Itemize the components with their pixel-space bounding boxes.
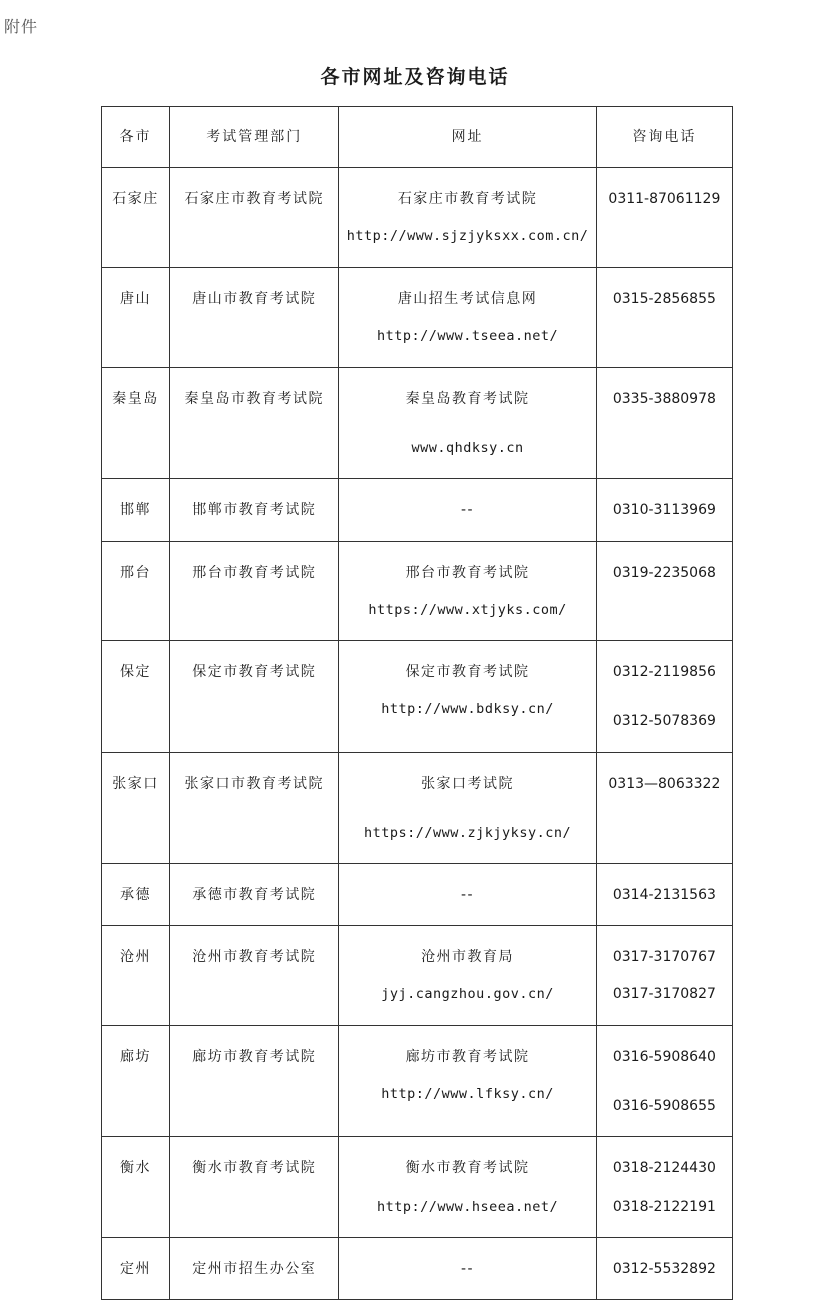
phone-number: 0335-3880978 — [612, 391, 716, 407]
department-name: 秦皇岛市教育考试院 — [184, 391, 324, 407]
site-name: 唐山招生考试信息网 — [397, 291, 538, 307]
department-name: 保定市教育考试院 — [192, 664, 317, 680]
phone-number: 0315-2856855 — [612, 291, 716, 307]
city-name: 邯郸 — [120, 502, 152, 518]
phone-number: 0313—8063322 — [608, 776, 721, 792]
table-row — [102, 268, 733, 368]
site-url-link[interactable]: https://www.zjkjyksy.cn/ — [364, 825, 572, 841]
phone-number: 0316-5908640 — [612, 1049, 716, 1065]
department-name: 邢台市教育考试院 — [192, 565, 317, 581]
table-row — [102, 926, 733, 1026]
department-name: 沧州市教育考试院 — [192, 949, 317, 965]
phone-number: 0314-2131563 — [612, 887, 716, 903]
site-url-link[interactable]: http://www.lfksy.cn/ — [381, 1086, 554, 1102]
table-row — [102, 168, 733, 268]
table-row — [102, 542, 733, 641]
contact-table — [101, 106, 733, 1300]
table-row — [102, 1238, 733, 1300]
city-name: 石家庄 — [112, 191, 159, 207]
table-row — [102, 864, 733, 926]
department-name: 唐山市教育考试院 — [192, 291, 317, 307]
site-url-link[interactable]: http://www.tseea.net/ — [376, 328, 559, 344]
city-name: 衡水 — [120, 1160, 152, 1176]
table-row — [102, 641, 733, 753]
department-name: 张家口市教育考试院 — [184, 776, 324, 792]
phone-number: 0319-2235068 — [612, 565, 716, 581]
phone-number: 0318-2122191 — [612, 1199, 716, 1215]
phone-number: 0312-5078369 — [612, 713, 716, 729]
site-name: -- — [461, 887, 475, 903]
site-name: -- — [461, 502, 475, 518]
site-name: -- — [461, 1261, 475, 1277]
department-name: 承德市教育考试院 — [192, 887, 317, 903]
site-url-link[interactable]: https://www.xtjyks.com/ — [368, 602, 567, 618]
city-name: 张家口 — [112, 776, 159, 792]
table-row — [102, 368, 733, 479]
city-name: 唐山 — [120, 291, 152, 307]
department-name: 邯郸市教育考试院 — [192, 502, 317, 518]
table-row — [102, 1137, 733, 1238]
city-name: 廊坊 — [120, 1049, 152, 1065]
table-row — [102, 753, 733, 864]
site-name: 衡水市教育考试院 — [405, 1160, 530, 1176]
department-name: 定州市招生办公室 — [192, 1261, 317, 1277]
site-url-link[interactable]: http://www.bdksy.cn/ — [381, 701, 554, 717]
phone-number: 0316-5908655 — [612, 1098, 716, 1114]
city-name: 定州 — [120, 1261, 152, 1277]
phone-number: 0312-2119856 — [612, 664, 716, 680]
site-name: 张家口考试院 — [421, 776, 515, 792]
site-name: 邢台市教育考试院 — [405, 565, 530, 581]
city-name: 邢台 — [120, 565, 152, 581]
column-header-department: 考试管理部门 — [170, 107, 339, 168]
site-name: 石家庄市教育考试院 — [397, 191, 538, 207]
table-header-row — [102, 107, 733, 168]
table-row — [102, 1026, 733, 1137]
site-url-link[interactable]: jyj.cangzhou.gov.cn/ — [381, 986, 554, 1002]
site-name: 廊坊市教育考试院 — [405, 1049, 530, 1065]
department-name: 廊坊市教育考试院 — [192, 1049, 317, 1065]
column-header-phone: 咨询电话 — [596, 107, 732, 168]
phone-number: 0317-3170827 — [612, 986, 716, 1002]
site-url-link[interactable]: www.qhdksy.cn — [411, 440, 524, 456]
department-name: 衡水市教育考试院 — [192, 1160, 317, 1176]
page-title: 各市网址及咨询电话 — [320, 66, 510, 88]
phone-number: 0311-87061129 — [608, 191, 721, 207]
site-url-link[interactable]: http://www.hseea.net/ — [376, 1199, 559, 1215]
city-name: 承德 — [120, 887, 152, 903]
city-name: 保定 — [120, 664, 152, 680]
phone-number: 0318-2124430 — [612, 1160, 716, 1176]
site-name: 保定市教育考试院 — [405, 664, 530, 680]
city-name: 沧州 — [120, 949, 152, 965]
attachment-label: 附件 — [4, 17, 39, 36]
site-name: 沧州市教育局 — [421, 949, 515, 965]
site-name: 秦皇岛教育考试院 — [405, 391, 530, 407]
column-header-city: 各市 — [102, 107, 170, 168]
department-name: 石家庄市教育考试院 — [184, 191, 324, 207]
table-row — [102, 479, 733, 542]
phone-number: 0317-3170767 — [612, 949, 716, 965]
phone-number: 0310-3113969 — [612, 502, 716, 518]
phone-number: 0312-5532892 — [612, 1261, 716, 1277]
column-header-website: 网址 — [339, 107, 596, 168]
city-name: 秦皇岛 — [112, 391, 159, 407]
site-url-link[interactable]: http://www.sjzjyksxx.com.cn/ — [346, 228, 589, 244]
